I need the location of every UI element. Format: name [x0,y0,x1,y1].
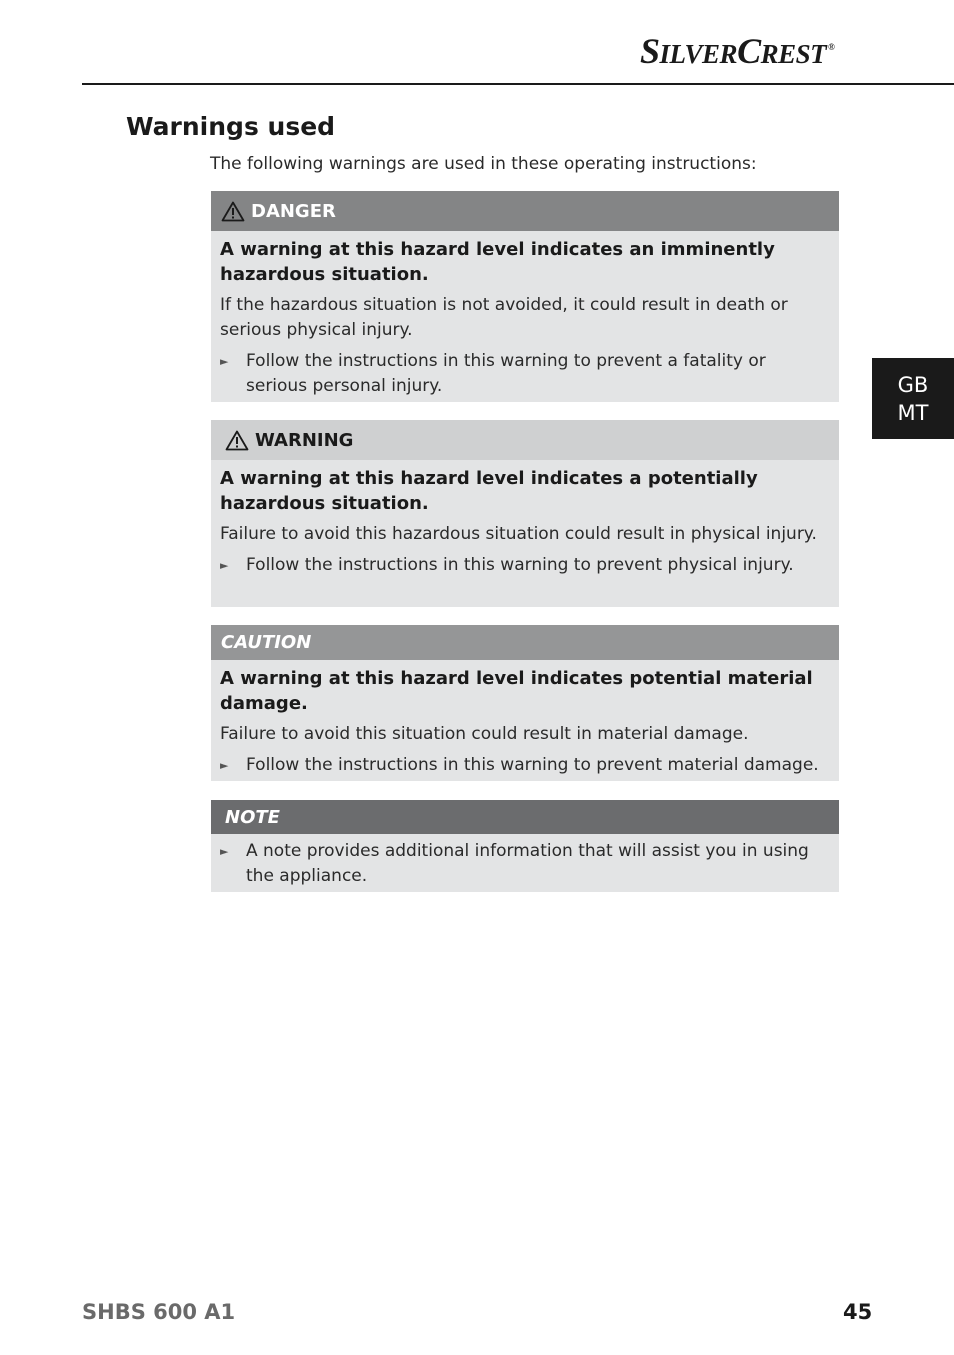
list-item [220,839,830,889]
page-number: 45 [843,1300,873,1324]
bullet-arrow-icon: ► [220,559,229,572]
language-code-gb: GB [897,372,929,397]
footer-model: SHBS 600 A1 [82,1300,236,1324]
list-item [220,553,830,578]
warning-heading: A warning at this hazard level indicates a potentially hazardous situation. [220,468,758,514]
caution-bullet: Follow the instructions in this warning to prevent material damage. [246,755,819,775]
bullet-arrow-icon: ► [220,355,229,368]
danger-bullet: Follow the instructions in this warning to prevent a fatality or serious personal injury. [246,351,766,396]
note-header [211,800,839,834]
warning-box [211,420,839,607]
danger-header [211,191,839,231]
list-item [220,753,830,778]
caution-text: Failure to avoid this situation could result in material damage. [220,724,749,744]
language-tab [872,358,954,439]
section-title: Warnings used [126,112,336,141]
danger-label: DANGER [251,200,336,222]
danger-heading: A warning at this hazard level indicates an imminently hazardous situation. [220,239,775,285]
warning-header [211,420,839,460]
warning-triangle-icon [225,430,249,451]
caution-box [211,625,839,781]
warning-label: WARNING [255,429,354,451]
bullet-arrow-icon: ► [220,845,229,858]
caution-heading: A warning at this hazard level indicates potential material damage. [220,668,813,714]
list-item [220,349,830,399]
note-box [211,800,839,892]
note-bullet: A note provides additional information that will assist you in using the appliance. [246,841,809,886]
caution-header [211,625,839,660]
bullet-arrow-icon: ► [220,759,229,772]
danger-text: If the hazardous situation is not avoided, it could result in death or serious physical injury. [220,295,788,340]
warning-bullet: Follow the instructions in this warning to prevent physical injury. [246,555,794,575]
language-code-mt: MT [897,400,929,425]
danger-box [211,191,839,402]
silvercrest-logo: SILVERCREST ® [640,31,835,71]
caution-label: CAUTION [221,632,312,653]
warning-text: Failure to avoid this hazardous situation could result in physical injury. [220,524,817,544]
warning-triangle-icon [221,201,245,222]
note-label: NOTE [225,806,280,828]
header-rule [82,83,954,85]
intro-text: The following warnings are used in these operating instructions: [210,154,757,174]
